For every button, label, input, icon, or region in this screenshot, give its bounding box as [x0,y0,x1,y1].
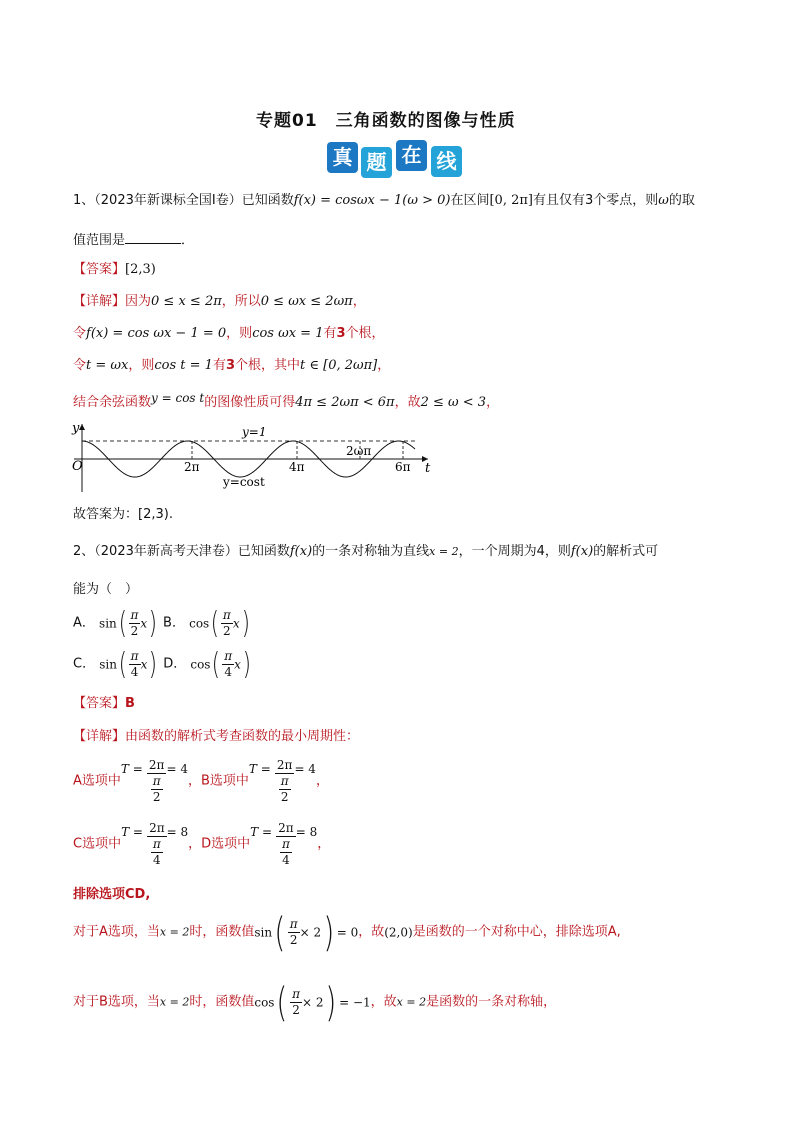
q1-d4e: ，故 [394,395,421,410]
b1: 对于B选项，当 [73,994,160,1010]
ab-a-sub-num: π [152,774,161,788]
q1-lead: 1、（2023年新课标全国Ⅰ卷）已知函数 [73,193,294,208]
b-den: 2 [292,1003,300,1017]
ab-a-den [147,774,167,805]
q2-mid2: ，一个周期为4，则 [458,544,571,559]
ab-end: ， [315,773,329,789]
q1-d3d: cos t = 1 [154,358,213,373]
a-eq: = 0 [336,925,359,940]
cd-c-sub-den: 4 [153,853,161,867]
b5: x = 2 [396,995,427,1009]
cd-c-subfrac [151,837,163,868]
q1-d2e: 有 [323,326,337,341]
q2-detail-text: 由函数的解析式考查函数的最小周期性： [125,729,360,744]
option-b-x: x [232,616,240,631]
a6: 是函数的一个对称中心，排除选项A, [412,924,621,940]
option-a-lparen: ( [118,605,127,641]
q1-d1b: 0 ≤ x ≤ 2π [151,294,222,309]
cd-d-sub-den: 4 [282,853,290,867]
cd-d-T: T = [250,825,273,839]
cd-c-den [147,837,167,868]
ab-a-eq: = 4 [166,762,188,776]
q1-d3g: 个根，其中 [235,358,301,373]
b2: x = 2 [159,995,190,1009]
a5: (2,0) [384,925,413,940]
ab-b-sub-num: π [280,774,289,788]
q1-line2-end: ． [181,233,195,248]
cosine-graph [70,420,440,495]
ab-b-eq: = 4 [294,762,316,776]
ab-b-sub-den: 2 [280,790,289,804]
a-lparen: ( [274,909,286,956]
cd-c-T: T = [121,825,143,839]
q2-detail-line1 [73,728,359,746]
option-b-frac [221,608,233,639]
option-b-num: π [222,608,231,622]
q1-d1c: ，所以 [221,294,261,309]
option-c-x: x [140,657,148,672]
q1-d2a: 令 [73,326,87,341]
cd-c-eq: = 8 [166,825,189,839]
option-d-lparen: ( [212,646,221,682]
q1-omega: ω [658,193,669,208]
page-title: 专题01 三角函数的图像与性质 [256,111,516,131]
tick-label-4pi: 4π [289,460,305,474]
q1-d2f: 3 [336,326,346,341]
option-a-x: x [140,616,148,631]
ab-b-T: T = [248,762,271,776]
q2-answer-value: B [125,696,135,711]
a-frac [288,917,300,948]
q1-d3f: 3 [225,358,235,373]
ab-a-sub-den: 2 [152,790,161,804]
q1-tail2: 的取 [668,193,695,208]
answer-blank [125,230,181,244]
ab-b-num: 2π [276,758,293,772]
banner-char-1: 真 [327,142,358,173]
option-c-sin: sin [99,657,117,672]
option-c-rparen: ) [149,646,158,682]
q1-d3c: ，则 [128,358,155,373]
q2-answer [73,695,135,713]
option-b-label: B． [163,615,185,631]
q1-d3b: t = ωx [86,358,129,373]
option-a-frac [129,608,141,639]
q1-detail-line4 [73,389,499,412]
a4: ，故 [358,924,385,940]
y-axis-label: y [72,421,80,436]
q1-answer-value: [2,3) [125,262,156,277]
line-y1-label: y=1 [242,425,267,439]
q1-interval: [0, 2π] [489,193,533,208]
b4: ，故 [370,994,397,1010]
q2-fx2: f(x) [570,544,594,559]
option-d-frac [222,649,234,680]
b-times: × 2 [301,995,324,1010]
b3: 时，函数值 [189,994,255,1010]
origin-label: O [72,459,83,474]
option-a-num: π [130,608,139,622]
q1-final: 故答案为：[2,3). [73,507,173,522]
cd-d-num: 2π [278,821,294,835]
a-rparen: ) [323,909,335,956]
q2-tail: 的解析式可 [593,544,659,559]
option-c-frac [129,649,141,680]
q1-d1e: ， [352,294,366,309]
ab-b-frac [275,758,295,805]
ab-b-den [275,774,295,805]
cd-d-sub-num: π [281,837,290,851]
cd-c-text: C选项中 [73,836,122,852]
option-d-cos: cos [190,657,211,672]
q1-d1a: 因为 [125,294,152,309]
q1-mid: 在区间 [450,193,490,208]
b-cos: cos [254,995,275,1010]
cd-c-num: 2π [149,821,165,835]
q2-axis: x = 2 [429,545,459,558]
cd-d-frac [276,821,296,868]
a1: 对于A选项，当 [73,924,160,940]
banner-char-3: 在 [396,140,427,171]
q1-d4g: ， [486,395,500,410]
t-axis-label: t [425,461,431,476]
b-frac [290,987,302,1018]
option-c-lparen: ( [118,646,127,682]
option-d-x: x [234,657,241,672]
q2-options-ab [73,605,251,641]
banner-char-4: 线 [431,146,462,177]
option-b-cos: cos [189,616,210,631]
q1-tail: 有且仅有3个零点，则 [532,193,659,208]
q1-d4d: 4π ≤ 2ωπ < 6π [295,395,395,410]
q1-detail-label: 【详解】 [73,294,126,309]
ab-a-frac [147,758,167,805]
q2-mid: 的一条对称轴为直线 [312,544,430,559]
q1-answer [73,261,156,279]
a2: x = 2 [159,925,190,939]
q2-exclude: 排除选项CD, [73,887,151,902]
option-d-rparen: ) [242,646,251,682]
tick-label-2wpi: 2ωπ [346,444,372,458]
ab-a-subfrac [151,774,163,805]
q2-period-ab [73,758,329,805]
a-times: × 2 [299,925,322,940]
option-d-label: D． [163,656,187,672]
option-b-rparen: ) [241,605,250,641]
option-d-den: 4 [224,665,232,679]
q1-d4f: 2 ≤ ω < 3 [420,395,487,410]
q1-stem-line2 [73,230,194,250]
b-lparen: ( [276,979,288,1026]
q1-stem-line1 [73,192,695,210]
q1-d3e: 有 [212,358,226,373]
b-num: π [292,987,300,1001]
q1-detail-line1 [73,293,366,311]
q1-d4a: 结合余弦函数 [73,395,152,410]
q2-stem-line2: 能为（ ） [73,582,139,597]
q1-d4b: y = cos t [151,391,205,405]
q2-stem-line1 [73,543,658,561]
option-c-num: π [130,649,139,663]
q1-d2d: cos ωx = 1 [252,326,324,341]
option-a-rparen: ) [148,605,158,641]
cd-c-frac [147,821,167,868]
option-a-sin: sin [99,616,117,631]
q2-analysis-b [73,979,557,1026]
curve-label: y=cost [223,475,265,489]
cd-d-eq: = 8 [295,825,318,839]
q1-d3a: 令 [73,358,87,373]
cd-d-den [276,837,296,868]
tick-label-6pi: 6π [395,460,411,474]
q2-analysis-a [73,909,621,956]
b6: 是函数的一条对称轴， [426,994,557,1010]
q1-d2g: 个根， [345,326,385,341]
cd-end: ， [317,836,331,852]
b-eq: = −1 [339,995,371,1010]
q2-detail-label: 【详解】 [73,729,126,744]
option-b-den: 2 [223,624,231,638]
cd-d-subfrac [280,837,292,868]
option-b-lparen: ( [210,605,220,641]
q1-answer-label: 【答案】 [73,262,126,277]
q2-answer-label: 【答案】 [73,696,126,711]
q1-func: f(x) = cosωx − 1(ω > 0) [293,193,451,208]
a3: 时，函数值 [189,924,255,940]
ab-a-T: T = [120,762,143,776]
q1-d4c: 的图像性质可得 [204,395,296,410]
q1-d2c: ，则 [226,326,253,341]
option-c-den: 4 [130,665,139,679]
q1-line2: 值范围是 [73,233,126,248]
cd-c-sub-num: π [152,837,161,851]
a-den: 2 [289,933,298,947]
a-sin: sin [254,925,273,940]
ab-b-subfrac [279,774,291,805]
q1-detail-line2 [73,325,385,343]
q1-d2b: f(x) = cos ωx − 1 = 0 [86,326,227,341]
a-num: π [289,917,298,931]
q2-period-cd [73,821,330,868]
q1-d1d: 0 ≤ ωx ≤ 2ωπ [260,294,353,309]
ab-a-text: A选项中 [73,773,121,789]
q2-options-cd [73,646,253,682]
q2-lead: 2、（2023年新高考天津卷）已知函数 [73,544,290,559]
option-a-label: A． [73,615,95,631]
option-d-num: π [224,649,233,663]
tick-label-2pi: 2π [184,460,200,474]
option-a-den: 2 [130,624,139,638]
ab-a-num: 2π [148,758,165,772]
q1-d3i: ， [377,358,391,373]
q1-detail-line3 [73,357,390,375]
banner-char-2: 题 [361,147,392,178]
cd-d-text: ，D选项中 [188,836,251,852]
ab-b-text: ，B选项中 [187,773,249,789]
b-rparen: ) [325,979,337,1026]
option-c-label: C． [73,656,96,672]
q2-fx: f(x) [289,544,313,559]
q1-d3h: t ∈ [0, 2ωπ] [300,358,378,373]
